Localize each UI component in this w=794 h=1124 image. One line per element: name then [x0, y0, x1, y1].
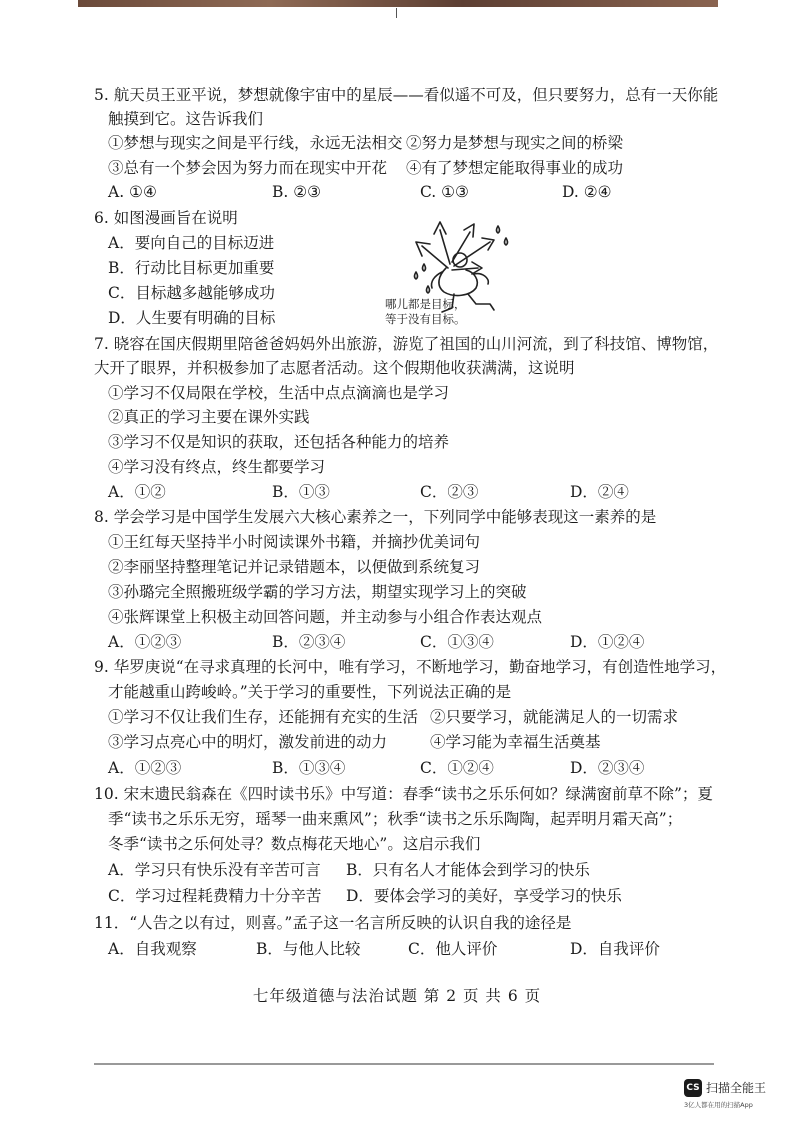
q8-statement-4: ④张辉课堂上积极主动回答问题，并主动参与小组合作表达观点: [108, 608, 543, 626]
q9-option-d: D．②③④: [570, 759, 645, 777]
q5-option-b: B. ②③: [272, 183, 322, 201]
q7-statement-1: ①学习不仅局限在学校，生活中点点滴滴也是学习: [108, 384, 450, 402]
q8-option-c: C．①③④: [420, 633, 494, 651]
q7-option-d: D．②④: [570, 483, 629, 501]
q10-option-b: B．只有名人才能体会到学习的快乐: [346, 861, 590, 879]
q10-option-d: D．要体会学习的美好，享受学习的快乐: [346, 887, 622, 905]
q7-option-a: A．①②: [108, 483, 166, 501]
watermark-tagline: 3亿人都在用的扫描App: [684, 1101, 753, 1109]
q11-option-a: A．自我观察: [108, 940, 197, 958]
q7-line-2: 大开了眼界，并积极参加了志愿者活动。这个假期他收获满满，这说明: [94, 359, 575, 377]
camscanner-logo-icon: CS: [684, 1079, 702, 1097]
q8-statement-2: ②李丽坚持整理笔记并记录错题本，以便做到系统复习: [108, 558, 481, 576]
q8-statement-1: ①王红每天坚持半小时阅读课外书籍，并摘抄优美词句: [108, 533, 481, 551]
q9-statement-1: ①学习不仅让我们生存，还能拥有充实的生活: [108, 708, 419, 726]
q6-option-d: D．人生要有明确的目标: [108, 309, 276, 327]
q8-line-1: 8. 学会学习是中国学生发展六大核心素养之一，下列同学中能够表现这一素养的是: [94, 508, 657, 526]
q9-statement-2: ②只要学习，就能满足人的一切需求: [430, 708, 679, 726]
q5-option-a: A. ①④: [108, 183, 157, 201]
bottom-divider: [94, 1063, 714, 1065]
q7-statement-3: ③学习不仅是知识的获取，还包括各种能力的培养: [108, 433, 450, 451]
q11-option-d: D．自我评价: [570, 940, 660, 958]
q6-option-b: B．行动比目标更加重要: [108, 259, 275, 277]
q5-option-d: D. ②④: [562, 183, 612, 201]
q7-option-c: C．②③: [420, 483, 479, 501]
q7-line-1: 7. 晓容在国庆假期里陪爸爸妈妈外出旅游，游览了祖国的山川河流，到了科技馆、博物馆，: [94, 335, 719, 353]
q5-statement-2: ②努力是梦想与现实之间的桥梁: [406, 134, 624, 152]
comic-caption-2: 等于没有目标。: [385, 312, 466, 326]
q10-line-1: 10. 宋末遗民翁森在《四时读书乐》中写道：春季“读书之乐乐何如？绿满窗前草不除”；夏: [94, 785, 713, 803]
q7-option-b: B．①③: [272, 483, 330, 501]
q8-option-b: B．②③④: [272, 633, 346, 651]
q11-line-1: 11．“人告之以有过，则喜。”孟子这一名言所反映的认识自我的途径是: [94, 914, 572, 932]
q5-line-2: 触摸到它。这告诉我们: [108, 110, 264, 128]
q10-option-a: A．学习只有快乐没有辛苦可言: [108, 861, 321, 879]
q5-statement-3: ③总有一个梦会因为努力而在现实中开花: [108, 159, 388, 177]
q9-option-b: B．①③④: [272, 759, 346, 777]
q6-option-c: C．目标越多越能够成功: [108, 284, 275, 302]
q5-statement-1: ①梦想与现实之间是平行线，永远无法相交: [108, 134, 403, 152]
q10-line-2: 季“读书之乐乐无穷，瑶琴一曲来熏风”；秋季“读书之乐乐陶陶，起弄明月霜天高”；: [108, 810, 683, 828]
q9-option-a: A．①②③: [108, 759, 182, 777]
q8-statement-3: ③孙璐完全照搬班级学霸的学习方法，期望实现学习上的突破: [108, 583, 527, 601]
watermark-app-name: 扫描全能王: [706, 1081, 767, 1095]
q11-option-c: C．他人评价: [408, 940, 498, 958]
q7-statement-2: ②真正的学习主要在课外实践: [108, 408, 310, 426]
q9-line-1: 9. 华罗庚说“在寻求真理的长河中，唯有学习，不断地学习，勤奋地学习，有创造性地学习，: [94, 658, 727, 676]
q10-line-3: 冬季“读书之乐何处寻？数点梅花天地心”。这启示我们: [108, 835, 481, 853]
comic-caption-1: 哪儿都是目标，: [385, 297, 466, 311]
q11-option-b: B．与他人比较: [256, 940, 361, 958]
q5-line-1: 5. 航天员王亚平说，梦想就像宇宙中的星辰——看似遥不可及，但只要努力，总有一天你能: [94, 86, 719, 104]
q6-option-a: A．要向自己的目标迈进: [108, 234, 275, 252]
q9-line-2: 才能越重山跨峻岭。”关于学习的重要性，下列说法正确的是: [108, 683, 512, 701]
q9-statement-4: ④学习能为幸福生活奠基: [430, 733, 601, 751]
q8-option-d: D．①②④: [570, 633, 645, 651]
q9-option-c: C．①②④: [420, 759, 494, 777]
q6-line-1: 6. 如图漫画旨在说明: [94, 209, 238, 227]
binding-mark: [396, 8, 397, 18]
q10-option-c: C．学习过程耗费精力十分辛苦: [108, 887, 322, 905]
page-footer: 七年级道德与法治试题 第 2 页 共 6 页: [252, 987, 542, 1005]
q8-option-a: A．①②③: [108, 633, 182, 651]
q7-statement-4: ④学习没有终点，终生都要学习: [108, 458, 326, 476]
scanner-watermark: [684, 1079, 784, 1115]
q9-statement-3: ③学习点亮心中的明灯，激发前进的动力: [108, 733, 388, 751]
scan-top-edge: [78, 0, 718, 7]
q5-option-c: C. ①③: [420, 183, 469, 201]
q5-statement-4: ④有了梦想定能取得事业的成功: [406, 159, 624, 177]
